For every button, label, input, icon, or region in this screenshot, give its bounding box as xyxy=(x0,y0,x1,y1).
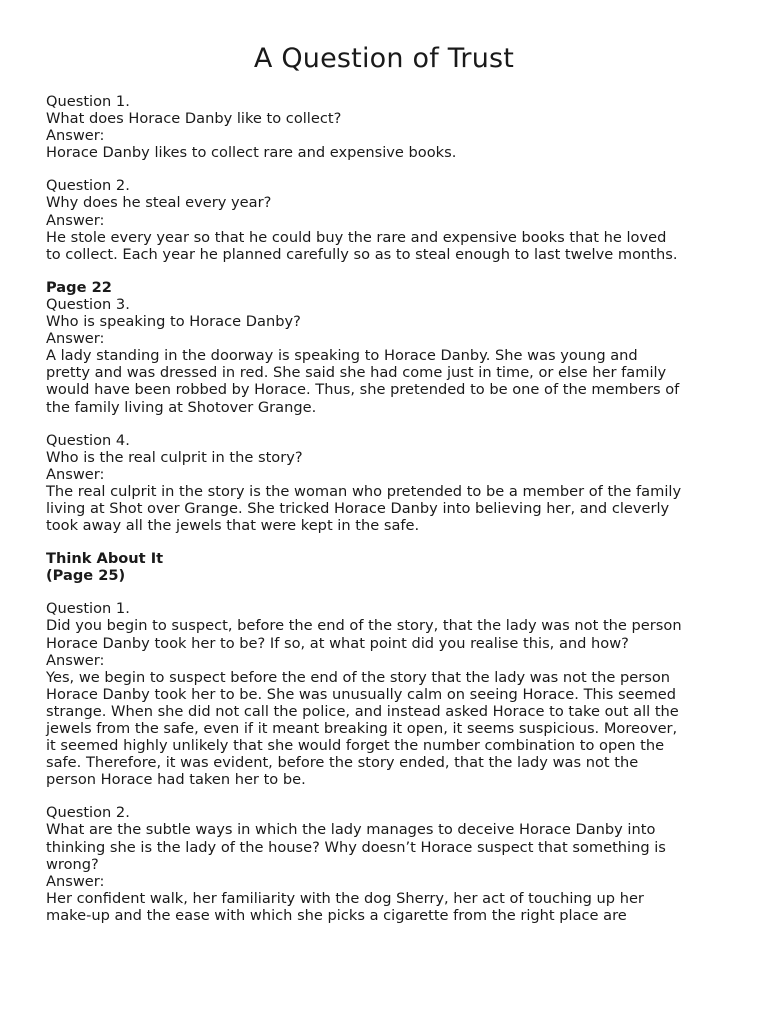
body-line: to collect. Each year he planned carefully so as to steal enough to last twelve months. xyxy=(46,245,678,263)
answer-label: Answer: xyxy=(46,330,105,348)
page-title: A Question of Trust xyxy=(253,43,515,74)
body-line: Horace Danby likes to collect rare and expensive books. xyxy=(46,144,457,162)
body-line: person Horace had taken her to be. xyxy=(46,771,306,789)
body-line: Why does he steal every year? xyxy=(46,194,272,212)
text-block xyxy=(46,804,722,924)
text-block xyxy=(46,93,722,161)
body-line: Horace Danby took her to be. She was unusually calm on seeing Horace. This seemed xyxy=(46,685,677,703)
section-heading: (Page 25) xyxy=(46,567,126,585)
body-line: the family living at Shotover Grange. xyxy=(46,398,317,416)
body-line: took away all the jewels that were kept in the safe. xyxy=(46,517,420,535)
body-line: Yes, we begin to suspect before the end of the story that the lady was not the person xyxy=(46,668,671,686)
text-block xyxy=(46,177,722,262)
answer-label: Answer: xyxy=(46,211,105,229)
body-line: Did you begin to suspect, before the end of the story, that the lady was not the person xyxy=(46,617,682,635)
body-line: Her confident walk, her familiarity with the dog Sherry, her act of touching up her xyxy=(46,889,644,907)
body-line: Who is the real culprit in the story? xyxy=(46,448,303,466)
body-line: wrong? xyxy=(46,855,99,873)
body-line: jewels from the safe, even if it meant breaking it open, it seems suspicious. Moreover, xyxy=(46,720,678,737)
body-line: strange. When she did not call the police, and instead asked Horace to take out all the xyxy=(46,702,679,720)
body-line: A lady standing in the doorway is speaking to Horace Danby. She was young and xyxy=(46,347,638,365)
body-line: He stole every year so that he could buy the rare and expensive books that he loved xyxy=(46,228,667,246)
text-block xyxy=(46,550,722,584)
question-label: Question 2. xyxy=(46,804,130,822)
answer-label: Answer: xyxy=(46,127,105,145)
section-heading: Page 22 xyxy=(46,278,112,296)
text-block xyxy=(46,600,722,788)
body-line: living at Shot over Grange. She tricked Horace Danby into believing her, and cleverly xyxy=(46,499,670,517)
body-line: safe. Therefore, it was evident, before the story ended, that the lady was not the xyxy=(46,754,639,772)
answer-label: Answer: xyxy=(46,872,105,890)
question-label: Question 1. xyxy=(46,93,130,110)
body-line: would have been robbed by Horace. Thus, she pretended to be one of the members of xyxy=(46,381,680,399)
question-label: Question 2. xyxy=(46,177,130,195)
body-line: pretty and was dressed in red. She said she had come just in time, or else her family xyxy=(46,364,667,382)
body-line: Who is speaking to Horace Danby? xyxy=(46,313,301,331)
body-line: make-up and the ease with which she picks a cigarette from the right place are xyxy=(46,906,627,924)
body-line: What does Horace Danby like to collect? xyxy=(46,110,342,128)
body-line: Horace Danby took her to be? If so, at what point did you realise this, and how? xyxy=(46,634,629,652)
body-line: What are the subtle ways in which the lady manages to deceive Horace Danby into xyxy=(46,821,656,839)
text-block xyxy=(46,432,722,535)
answer-label: Answer: xyxy=(46,651,105,669)
answer-label: Answer: xyxy=(46,465,105,483)
text-block xyxy=(46,279,722,416)
body-line: The real culprit in the story is the woman who pretended to be a member of the family xyxy=(46,482,682,500)
question-label: Question 3. xyxy=(46,295,130,313)
section-heading: Think About It xyxy=(46,550,164,568)
body-line: it seemed highly unlikely that she would forget the number combination to open the xyxy=(46,737,665,755)
document-body xyxy=(46,93,722,924)
question-label: Question 1. xyxy=(46,600,130,618)
body-line: thinking she is the lady of the house? Why doesn’t Horace suspect that something is xyxy=(46,838,666,856)
question-label: Question 4. xyxy=(46,431,130,449)
